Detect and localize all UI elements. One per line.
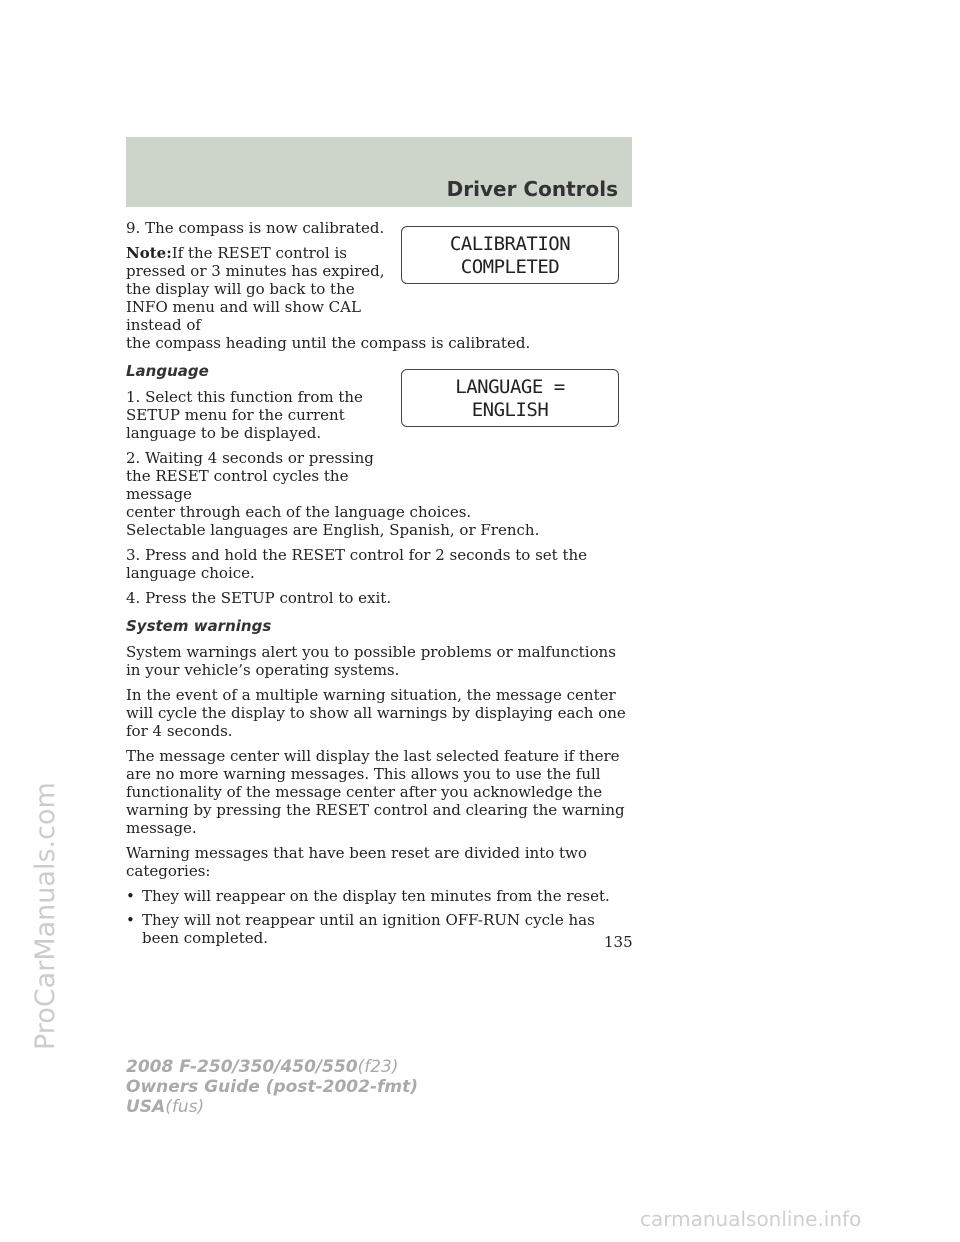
document-footer [126, 1057, 418, 1117]
calibration-display-line1: CALIBRATION [449, 233, 571, 255]
section-title: Driver Controls [446, 177, 618, 201]
page-number: 135 [604, 933, 633, 951]
bullet-icon: • [126, 887, 135, 905]
note-label: Note: [126, 244, 172, 262]
warning-categories-list [126, 887, 626, 947]
system-warnings-para-4: Warning messages that have been reset are divided into two categories: [126, 844, 587, 880]
language-selectable: Selectable languages are English, Spanish, or French. [126, 521, 540, 539]
system-warnings-para-2: In the event of a multiple warning situation, the message center will cycle the display to show all warnings by displaying each one for 4 seconds. [126, 686, 626, 740]
note-text-continued: the compass heading until the compass is calibrated. [126, 334, 531, 352]
footer-watermark: carmanualsonline.info [640, 1207, 862, 1231]
footer-model: 2008 F-250/350/450/550 [126, 1057, 358, 1077]
side-watermark: ProCarManuals.com [30, 782, 61, 1050]
language-step-2-continued: center through each of the language choices. [126, 503, 472, 521]
header-band [126, 137, 632, 207]
bullet-icon: • [126, 911, 135, 929]
language-step-3: 3. Press and hold the RESET control for 2 seconds to set the language choice. [126, 546, 588, 582]
calibration-display-line2: COMPLETED [460, 256, 560, 278]
calibration-note [126, 244, 626, 334]
language-step-4: 4. Press the SETUP control to exit. [126, 589, 392, 607]
footer-guide: Owners Guide (post-2002-fmt) [126, 1077, 419, 1097]
list-item: • They will not reappear until an ignition OFF-RUN cycle has been completed. [126, 911, 595, 947]
page-content [126, 219, 626, 953]
language-step-1: 1. Select this function from the SETUP menu for the current language to be displayed. [126, 388, 363, 442]
language-display-line2: ENGLISH [471, 399, 549, 421]
system-warnings-heading: System warnings [126, 617, 272, 635]
footer-model-code: (f23) [357, 1057, 399, 1077]
system-warnings-para-1: System warnings alert you to possible problems or malfunctions in your vehicle’s operating systems. [126, 643, 616, 679]
calibration-step-9: 9. The compass is now calibrated. [126, 219, 385, 237]
system-warnings-para-3: The message center will display the last selected feature if there are no more warning messages. This allows you to use the full functionality of the message center after you acknowledge the warning by pressing the RESET control and clearing the warning message. [126, 747, 625, 837]
language-step-2: 2. Waiting 4 seconds or pressing the RESET control cycles the message [126, 449, 374, 503]
list-item: • They will reappear on the display ten minutes from the reset. [126, 887, 610, 905]
note-text: If the RESET control is pressed or 3 minutes has expired, the display will go back to the INFO menu and will show CAL instead of [126, 244, 385, 334]
language-display-line1: LANGUAGE = [455, 376, 565, 398]
footer-region: USA [126, 1097, 166, 1117]
language-heading: Language [126, 362, 209, 380]
footer-region-code: (fus) [165, 1097, 205, 1117]
